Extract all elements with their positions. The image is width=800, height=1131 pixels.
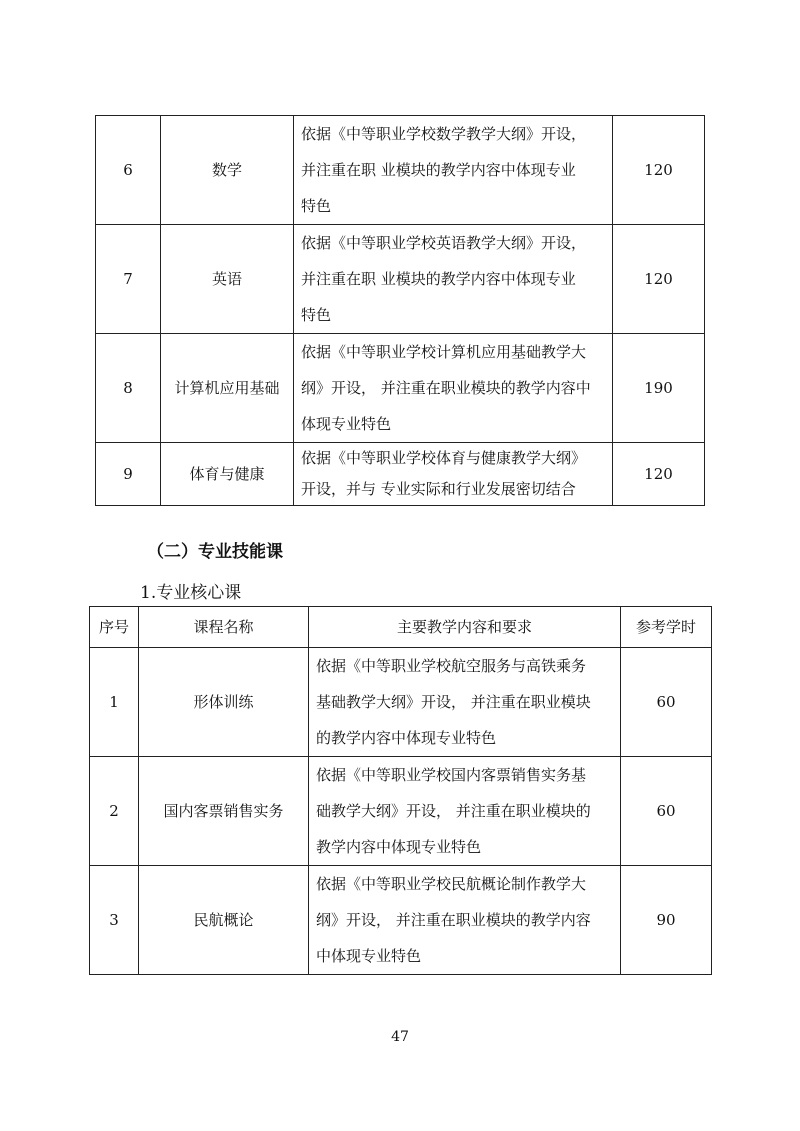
course-hours: 120 (613, 443, 705, 506)
course-name: 数学 (161, 116, 294, 225)
description-line: 开设，并与 专业实际和行业发展密切结合 (301, 480, 576, 498)
course-hours: 190 (613, 334, 705, 443)
description-line: 依据《中等职业学校体育与健康教学大纲》 (301, 449, 587, 467)
core-courses-table (89, 606, 712, 975)
description-line: 基础教学大纲》开设， 并注重在职业模块 (316, 693, 591, 711)
course-hours: 60 (621, 757, 712, 866)
description-line: 纲》开设， 并注重在职业模块的教学内容中 (301, 379, 591, 397)
description-line: 纲》开设， 并注重在职业模块的教学内容 (316, 911, 591, 929)
course-description (294, 225, 613, 334)
description-line: 的教学内容中体现专业特色 (316, 729, 497, 747)
course-description (294, 334, 613, 443)
course-hours: 120 (613, 225, 705, 334)
course-number: 8 (96, 334, 161, 443)
course-description (294, 116, 613, 225)
description-line: 依据《中等职业学校航空服务与高铁乘务 (316, 657, 587, 675)
description-line: 依据《中等职业学校国内客票销售实务基 (316, 766, 587, 784)
subsection-heading: 1.专业核心课 (140, 583, 242, 603)
course-description (294, 443, 613, 506)
table-row (90, 648, 712, 757)
page-number: 47 (391, 1029, 409, 1045)
table-row (90, 866, 712, 975)
table-row (96, 443, 705, 506)
course-name: 体育与健康 (161, 443, 294, 506)
course-hours: 60 (621, 648, 712, 757)
course-description (309, 757, 621, 866)
column-header-content: 主要教学内容和要求 (309, 607, 621, 648)
course-hours: 120 (613, 116, 705, 225)
description-line: 教学内容中体现专业特色 (316, 838, 482, 856)
section-heading: （二）专业技能课 (147, 542, 283, 562)
description-line: 依据《中等职业学校计算机应用基础教学大 (301, 343, 587, 361)
course-number: 2 (90, 757, 139, 866)
course-number: 6 (96, 116, 161, 225)
course-number: 7 (96, 225, 161, 334)
description-line: 依据《中等职业学校英语教学大纲》开设， (301, 234, 587, 252)
description-line: 体现专业特色 (301, 415, 392, 433)
table-row (96, 334, 705, 443)
course-name: 国内客票销售实务 (139, 757, 309, 866)
description-line: 依据《中等职业学校民航概论制作教学大 (316, 875, 587, 893)
course-name: 民航概论 (139, 866, 309, 975)
course-name: 形体训练 (139, 648, 309, 757)
course-description (309, 866, 621, 975)
column-header-hours: 参考学时 (621, 607, 712, 648)
column-header-name: 课程名称 (139, 607, 309, 648)
description-line: 中体现专业特色 (316, 947, 422, 965)
course-number: 3 (90, 866, 139, 975)
description-line: 特色 (301, 306, 332, 324)
table-row (96, 225, 705, 334)
course-description (309, 648, 621, 757)
table-row (90, 757, 712, 866)
course-hours: 90 (621, 866, 712, 975)
description-line: 依据《中等职业学校数学教学大纲》开设， (301, 125, 587, 143)
table-header-row (90, 607, 712, 648)
course-name: 计算机应用基础 (161, 334, 294, 443)
column-header-number: 序号 (90, 607, 139, 648)
course-name: 英语 (161, 225, 294, 334)
description-line: 并注重在职 业模块的教学内容中体现专业 (301, 161, 576, 179)
description-line: 特色 (301, 197, 332, 215)
description-line: 础教学大纲》开设， 并注重在职业模块的 (316, 802, 591, 820)
course-number: 9 (96, 443, 161, 506)
general-courses-table (95, 115, 705, 506)
table-row (96, 116, 705, 225)
course-number: 1 (90, 648, 139, 757)
description-line: 并注重在职 业模块的教学内容中体现专业 (301, 270, 576, 288)
